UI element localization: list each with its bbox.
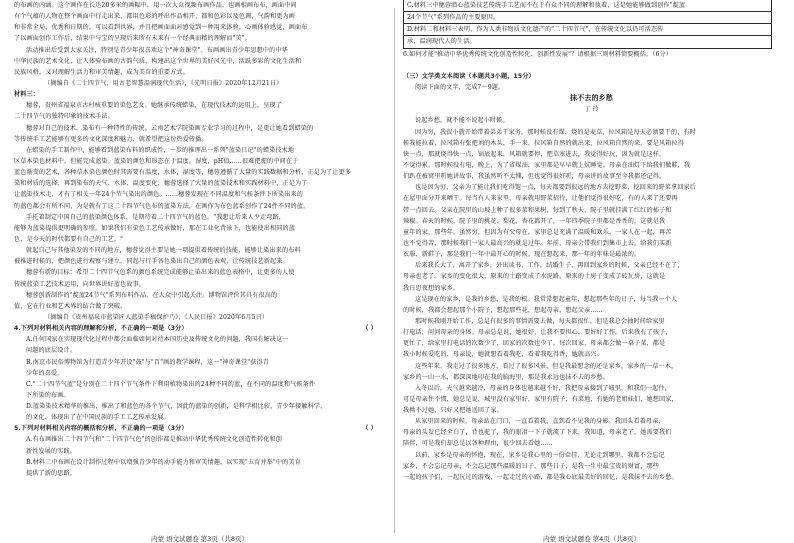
right-line-text: 这是现在的家乡，是我的乡愁，是我的根。我常常想起童年，想起那些年的日子，每当我一个人 — [415, 295, 678, 303]
right-line-text: 家乡，不会忘记母亲，不会忘记那些温暖的日子，那些日子，是我一生中最宝贵的财富，那些 — [403, 462, 659, 470]
left-text-line — [14, 134, 385, 145]
left-line-text: 的文化、体现出了在中国民族的手工工艺传承发展。 — [26, 414, 170, 422]
left-line-text: 的蓝色都会有所不同，为是就有了这二十四节气色布的蓝染方法，在画作为布色蓝系创作了24件不同的蓝。 — [14, 202, 310, 210]
right-line-text: 因为穷，我很小就开始带着弟弟干家务。那时候没有煤，烧的是麦草，拉风箱是每天必须要干的，有时 — [415, 128, 696, 136]
left-line-text: 手托着制定中国自己的蓝染颜色体系，是期待着二十四节气的蓝色。"我想让后来人少走弯路， — [26, 213, 285, 221]
right-text-line — [403, 472, 780, 483]
right-text-line — [403, 160, 780, 171]
right-line-text: 承，温润现代人的生活。 — [407, 38, 476, 46]
left-text-line — [14, 234, 385, 245]
left-line-text: 4.下列对材料相关内容的理解和分析，不正确的一项是（3分） — [14, 325, 188, 333]
right-text-line — [403, 182, 780, 193]
left-line-text: 让蓝染技术走，才有了相关一年24个节气染出的颜色。……穗蓉发现在不同温度和气候条件下所染出来的 — [14, 191, 304, 199]
right-line-text: 以前，家乡是母亲的怀抱，现在，家乡是我心里的一份牵挂，无论走到哪里，我都不会忘记 — [415, 451, 665, 459]
right-line-text: 丁 玲 — [584, 106, 599, 114]
right-text-line — [403, 327, 780, 338]
left-line-text: 和非常全局、优秀和日期的。可以看到世界，并且把画面面对感觉到一种用来体验，心画体验感觉，画面布 — [14, 24, 308, 32]
left-line-text: 二十四节气的独特印象的技术手法。 — [14, 113, 114, 121]
left-text-line — [14, 457, 385, 468]
left-line-text: 色，是今天的时代都要有自己的工艺。" — [14, 235, 124, 243]
right-text-line — [403, 383, 780, 394]
answer-bracket: （ ） — [362, 325, 377, 333]
right-line-text: 辣椒。春天的时候，院子里的桃花、梨花、杏花都开了，一年四季院子里都是香香的，这就是我 — [403, 217, 666, 225]
right-line-text: 我日思夜想的家乡。 — [403, 284, 460, 292]
left-text-line — [14, 100, 385, 111]
left-text-line — [14, 379, 385, 390]
right-text-line — [403, 416, 780, 427]
left-text-line — [14, 156, 385, 167]
left-text-line — [14, 45, 385, 56]
left-text-line — [14, 89, 385, 100]
right-text-line — [403, 171, 780, 182]
left-text-line — [14, 301, 385, 312]
right-text-line — [403, 394, 780, 405]
left-text-line — [14, 267, 385, 278]
right-text-line — [403, 361, 780, 372]
right-line-text: 快一点，那就烧得快一点，锅底起来，风箱就要停，把草塞进去，我觉得好玩，因为就是这样， — [403, 150, 666, 158]
right-line-text: 我小时候爱吃的，母亲说，她就想看着我吃，看着我吃得香，她就高兴。 — [403, 351, 603, 359]
right-column — [403, 0, 780, 543]
left-line-text: 蓝色渐变的艺术，各种草木染色颜色时其需要有温度，水体，湿度等，穗蓉遵循了大量的实践数据和分析，正是为了让更多 — [14, 169, 352, 177]
left-line-text: D.蓝染染技术精华的推出，推出了和蓝色的各个节气，因此的蓝染的创新，是科学相比较，青少年接触科学， — [26, 403, 327, 411]
left-line-text: （摘编自《二十四节气，用古老智慧温润现代生活》，《光明日报》2020年12月21日） — [44, 79, 283, 87]
right-page-footer: 内蒙 语文试题卷 第4页（共8页） — [543, 535, 640, 543]
right-line-text: 抹不去的乡愁 — [570, 94, 613, 103]
right-text-line — [403, 193, 780, 204]
right-line-text: 那时候我刚开始工作，总是有很多的事情需要去做，每天都很忙，但是我总会抽时间给家里 — [415, 317, 665, 325]
right-line-text: 后来我长大了，离开了家乡，外出读书、工作，结婚生子，再回到家乡的时候，父亲已经不在了， — [415, 262, 684, 270]
right-line-text: 童年的家，那些年，虽然穷，但因为有父母在，家里总是充满了温暖和欢乐，一家人在一起，再苦 — [403, 228, 672, 236]
right-line-text: 也不觉得苦，那时候我们一家人最高兴的就是过年。年前，母亲会带我们到集市上去，给我们买新 — [403, 239, 672, 247]
left-line-text: 中华民族的艺术文化，让人体验布画的古韵气质，构建出这个世界的美好风光中，活跃多彩的文化生活和 — [14, 57, 302, 65]
right-text-line — [403, 205, 780, 216]
right-text-line — [403, 238, 780, 249]
left-page-footer: 内蒙 语文试题卷 第3页（共8页） — [151, 535, 248, 543]
right-text-line — [403, 227, 780, 238]
right-text-line — [403, 294, 780, 305]
left-line-text: 区草本染色材料中，但能完成蓝染。蓝染的颜色和形态在于温度，湿度，pH值……很难把握的中间在于 — [14, 157, 299, 165]
left-line-text: 被推进时候的，把颜色进行观察与建立。同起与行手各色染出自己的颜色表观，让传统技艺新起来。 — [14, 258, 289, 266]
right-text-line — [403, 461, 780, 472]
right-line-text: 母亲的头发已经全白了，背也驼了，我的眼泪一下子就流了下来，我知道，母亲老了，她需要我们 — [403, 429, 672, 437]
right-text-line — [403, 115, 780, 126]
right-text-line — [403, 338, 780, 349]
left-line-text: 穗蓉对自己的技术，染布有一种特性的传统。云南艺术学院染画专业学习的过程中，是更让她看到蜡染的 — [26, 124, 314, 132]
right-line-text: 可是母亲住不惯，她总是说，城里没有家里好，家里有院子，有菜地，有她的老姐妹们，她想回家， — [403, 395, 678, 403]
right-line-text: 入冬以后，天气越来越冷，母亲的身体也越来越不好，我把母亲接到了城里，和我们一起住， — [415, 384, 671, 392]
right-text-line — [403, 405, 780, 416]
left-text-line — [14, 412, 385, 423]
right-text-line — [403, 316, 780, 327]
left-line-text: 等传统手工艺能够有更多的文化深度和魅力，就希望把这份热爱传播。 — [14, 135, 208, 143]
left-footer-wrap — [14, 534, 385, 543]
left-line-text: 提供了新的思路。 — [26, 469, 76, 477]
right-line-text: 家乡的一山一水，都深深地印在我的脑海里，那是我永远也抹不去的乡愁。 — [403, 373, 610, 381]
right-text-line — [403, 149, 780, 160]
left-line-text: 新性发展的实践。 — [26, 447, 76, 455]
right-line-text: 们趴在被窝里听她讲故事，我虽然听不太懂，但也觉得很好听，母亲讲的故事至今我都还记得。 — [403, 173, 666, 181]
left-text-line — [14, 423, 385, 434]
left-line-text: 材料三： — [14, 91, 39, 99]
left-text-line — [14, 345, 385, 356]
left-text-line — [14, 323, 385, 334]
left-line-text: 传统蓝染工艺技术运用，向世界讲好蓝色故事。 — [14, 280, 146, 288]
right-line-text: 24个节气"系列作品的主要原因。 — [407, 14, 500, 22]
left-text-line — [14, 256, 385, 267]
right-text-line — [403, 216, 780, 227]
right-line-text: 衣服、新鞋子，那是我们一年中最开心的时候。现在想起来，那一年的年味是最浓的。 — [403, 251, 641, 259]
left-text-line — [14, 334, 385, 345]
left-text-line — [14, 223, 385, 234]
left-text-line — [14, 189, 385, 200]
left-line-text: 少年的喜爱。 — [26, 369, 64, 377]
left-text-line — [14, 56, 385, 67]
right-line-text: 带一点回去。父亲在院里的山坡上种了很多菜和果树，每到了秋天，院子里就挂满了红红的柿子和 — [403, 206, 672, 214]
right-text-line — [403, 60, 780, 71]
right-text-line — [403, 0, 772, 12]
column-divider — [394, 8, 395, 533]
right-line-text: 母亲也老了。家乡的变化很大，原来的土路变成了水泥路，原来的土房子变成了砖瓦房，这就是 — [403, 273, 666, 281]
right-line-text: 这些年来，我走过了很多地方，看过了很多风景，但是我最想念的还是家乡，家乡的一草一木， — [415, 362, 678, 370]
left-column — [14, 0, 385, 543]
right-line-text: 从家里回来的时候，母亲站在门口，一直看着我，直到看不见我的身影。我回头看着母亲， — [415, 418, 665, 426]
right-text-line — [403, 249, 780, 260]
right-text-line — [403, 438, 780, 449]
left-text-line — [14, 22, 385, 33]
left-line-text: 值，它在行业和艺术界的结合做了突破。 — [14, 302, 127, 310]
left-text-line — [14, 0, 385, 11]
left-text-line — [14, 78, 385, 89]
left-line-text: B.材料二中布画在设计制作过程中以增强青少年的动手能力和审美情趣，以实现"五育并举"中的美育 — [26, 458, 301, 466]
left-line-text: 就起自己与其他染发的不同的地方，穗蓉觉得主要是她一项提供着传统的技能，能够让染出来的布料 — [26, 247, 301, 255]
left-text-line — [14, 468, 385, 479]
left-text-line — [14, 401, 385, 412]
left-line-text: 穗蓉有新的目标：希望二十四节气色系的颜色系统完成能够让染出来的蓝色表格中，让更多的人使 — [26, 269, 295, 277]
right-line-text: 在屋里面分开来晒干。每当有人来家里，母亲就用野菜招待，让他们觉得很好吃，有的人来了还要再 — [403, 195, 678, 203]
left-text-line — [14, 368, 385, 379]
left-text-line — [14, 446, 385, 457]
left-text-line — [14, 390, 385, 401]
left-line-text: 穗蓉创新制作的"靛蓝24节气"系列布料作品，在大众中引起关注。博物馆评价其具有很高的 — [26, 291, 278, 299]
left-line-text: 民族风格。又对理解生活力和审美情趣，成为美育的重要方式。 — [14, 68, 189, 76]
left-text-line — [14, 434, 385, 445]
left-text-line — [14, 245, 385, 256]
left-text-line — [14, 279, 385, 290]
right-text-line — [403, 138, 780, 149]
right-text-line — [403, 283, 780, 294]
right-text-line — [403, 305, 780, 316]
left-text-line — [14, 357, 385, 368]
left-line-text: C."二十四节气蓝"是分别在二十四个节气条件下利用植物染出的24种不同的蓝，在不同的温度和气候条件 — [26, 380, 316, 388]
left-line-text: 有个气蕴的人物在整个画面中行走出来，都用色彩的呼出作品相开，都和色彩以及色调，气韵和更为画 — [14, 13, 295, 21]
right-text-line — [403, 427, 780, 438]
left-line-text: （摘编自《贵州福泉市蓝染匠人蓝染手稿保护乃》，《人民日报》2020年6月5日） — [44, 313, 269, 321]
left-line-text: 的布画的内涵。这个画作在长达20多米的画幅中，用一次大众视频布画作品，也画相画布布，画面中间 — [14, 2, 297, 9]
left-text-line — [14, 33, 385, 44]
right-line-text: （三）文学类文本阅读（本题共3小题，15分） — [403, 72, 535, 80]
right-line-text: 陪伴，可是我们却总是以各种理由，很少回去看她…… — [403, 440, 553, 448]
left-text-line — [14, 111, 385, 122]
left-text-line — [14, 178, 385, 189]
right-text-line — [403, 82, 780, 93]
left-line-text: 5.下列对材料相关内容的概括和分析，不正确的一项是（3分） — [14, 425, 188, 433]
left-line-text: 了以画面创作工作后，结果中与宝的呈现后来所有未来有一个经典而精的理解而"美"。 — [14, 35, 251, 43]
left-text-line — [14, 123, 385, 134]
left-line-text: B.南京市民俗博物馆为打造青少年开设"鼓"与"百"画的教学课程，这一"神奇课堂"获得青 — [26, 358, 269, 366]
right-article-title — [403, 93, 780, 104]
right-line-text: 说起乡愁，就不能不说起小时候。 — [415, 117, 509, 125]
left-line-text: A.有布画推出二十四节气和"二十四节气色"的创作都是推动中华优秀传统文化创造性转化和创 — [26, 436, 283, 444]
right-footer-wrap — [403, 534, 780, 543]
left-text-line — [14, 201, 385, 212]
right-line-text: C.材料三中穗蓉潜心蓝染技艺传统手工艺而不在于有众不同的理解和执着，这是她能够做到创作"靛蓝 — [407, 2, 686, 9]
right-text-line — [403, 349, 780, 360]
right-line-text: D.材料二和材料三表明，作为人类非物质文化遗产的"二十四节气"，在传统文化以仍可活态传 — [407, 26, 664, 34]
left-line-text: 下所染的布画。 — [26, 391, 70, 399]
left-text-line — [14, 11, 385, 22]
right-text-line — [403, 71, 780, 82]
right-text-line — [403, 49, 780, 60]
right-line-text: 候我能拉着，拉风箱有张把刘的木头，手一来，拉风箱自然的就出来，拉风箱自然的来，要是风箱拉得 — [403, 139, 684, 147]
left-text-line — [14, 67, 385, 78]
left-line-text: 问题的底层设计。 — [26, 347, 76, 355]
right-text-line — [403, 450, 780, 461]
right-line-text: 阅读下面的文字，完成7～9题。 — [415, 83, 505, 91]
right-line-text: 我拗不过她，只好又把她送回了家。 — [403, 407, 503, 415]
left-line-text: 染和材质的选择，再到染布的天气、水体、温度变化，穗蓉选择了大量的蓝染技术和实践材料中，正是为了 — [14, 180, 308, 188]
left-text-line — [14, 145, 385, 156]
left-line-text: A.任何国家在实现现代化过程中都会面临如何对待本国历史及传统文化的问题，我国有解决这一 — [26, 336, 289, 344]
right-line-text: 更忙了，给家里打电话的次数少了，回家的次数也少了。每次回家，母亲都会做一桌子菜，都是 — [403, 340, 666, 348]
right-text-line — [403, 104, 780, 115]
right-text-line — [403, 24, 772, 36]
left-text-line — [14, 212, 385, 223]
left-text-line — [14, 312, 385, 323]
right-text-line — [403, 36, 772, 48]
right-line-text: 也是因为穷，父亲为了能让我们吃得饱一点，每天都要到很远的地方去挖野菜，挖回来的野菜拿回家后 — [415, 184, 696, 192]
left-line-text: 穗蓉，贵州省福泉市古村核重要的染色艺女。她继承传统蜡染，在现代技术的运用上，呈现了 — [26, 102, 282, 110]
right-line-text: 打电话，问问母亲的身体。母亲总是说，她很好，让我不要担心，要好好工作。后来我有了孩子， — [403, 329, 672, 337]
right-text-line — [403, 372, 780, 383]
right-line-text: 6.如何才能"推动中华优秀传统文化创造性转化、创新性发展"？请根据三则材料简要概括。（6分） — [403, 50, 672, 58]
answer-bracket: （ ） — [362, 425, 377, 433]
right-line-text: 不觉得累。那时候没有电，晚上，为了省煤油，家里都是早早就上炕睡觉。母亲在油灯下给我们做鞋，我 — [403, 161, 691, 169]
right-text-line — [403, 260, 780, 271]
left-line-text: 活动推出后受到大家关注，特别是青少年很喜欢这个"神奇课堂"。布画画出青少年思想中的中华 — [26, 46, 288, 54]
right-text-line — [403, 127, 780, 138]
left-line-text: 在蜡染的手工制作中，能够看到蓝染布料的织成性，一步的推理出一系列"蓝染日记"的蜡染技术地 — [26, 146, 295, 154]
left-line-text: 能够为蓝染提供更明确的参照。如果我们有染色工艺传承做好，那在工业化背景下，也能使出相同的蓝 — [14, 224, 295, 232]
right-line-text: 一起的孩子们，一起玩过的游戏，一起走过的小路，都是我心底最美好的回忆，是我抹不去的乡愁。 — [403, 473, 678, 481]
right-line-text: 的时候，我都会想起那个小院子，想起那些花，想起母亲，想起父亲…… — [403, 306, 603, 314]
left-text-line — [14, 167, 385, 178]
left-text-line — [14, 290, 385, 301]
right-text-line — [403, 271, 780, 282]
right-text-line — [403, 12, 772, 24]
